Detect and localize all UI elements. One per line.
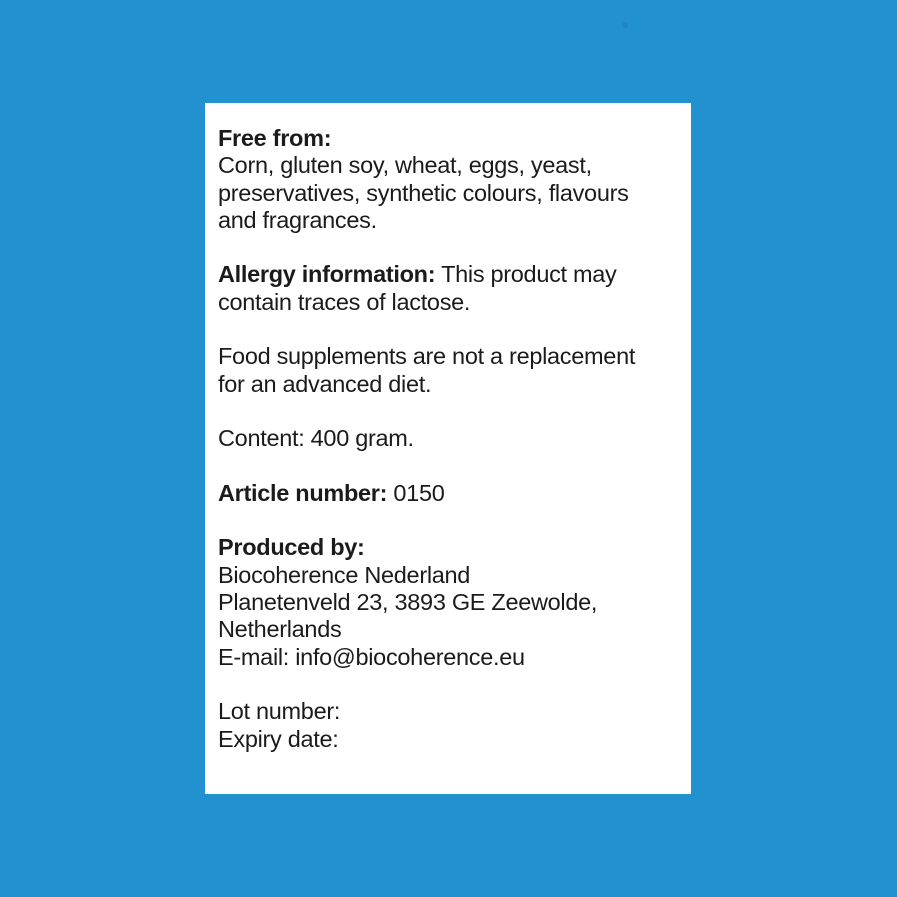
lot-section	[218, 698, 677, 753]
free-from-heading: Free from:	[218, 125, 332, 151]
free-from-line-1: Corn, gluten soy, wheat, eggs, yeast,	[218, 152, 592, 179]
producer-email: E-mail: info@biocoherence.eu	[218, 643, 525, 670]
allergy-section	[218, 261, 677, 316]
product-label	[205, 103, 691, 794]
free-from-line-2: preservatives, synthetic colours, flavours	[218, 179, 629, 206]
article-number: 0150	[387, 479, 445, 506]
supplement-line-1: Food supplements are not a replacement	[218, 343, 636, 370]
supplement-line-2: for an advanced diet.	[218, 370, 432, 397]
content-text: Content: 400 gram.	[218, 425, 414, 452]
expiry-date-label: Expiry date:	[218, 725, 339, 752]
allergy-text-2: contain traces of lactose.	[218, 288, 471, 315]
article-section	[218, 480, 677, 507]
article-heading: Article number:	[218, 479, 388, 506]
allergy-heading: Allergy information:	[218, 261, 436, 288]
allergy-text-1: This product may	[435, 261, 617, 288]
background-speck	[622, 22, 628, 28]
lot-number-label: Lot number:	[218, 698, 341, 725]
producer-name: Biocoherence Nederland	[218, 561, 471, 588]
producer-address: Planetenveld 23, 3893 GE Zeewolde,	[218, 589, 598, 616]
free-from-line-3: and fragrances.	[218, 206, 377, 233]
allergy-line-1	[218, 261, 677, 288]
producer-country: Netherlands	[218, 616, 342, 643]
article-line	[218, 480, 677, 507]
producer-heading: Produced by:	[218, 534, 365, 561]
producer-section	[218, 534, 677, 670]
free-from-section	[218, 125, 677, 234]
supplement-notice	[218, 343, 677, 398]
content-section	[218, 425, 677, 452]
